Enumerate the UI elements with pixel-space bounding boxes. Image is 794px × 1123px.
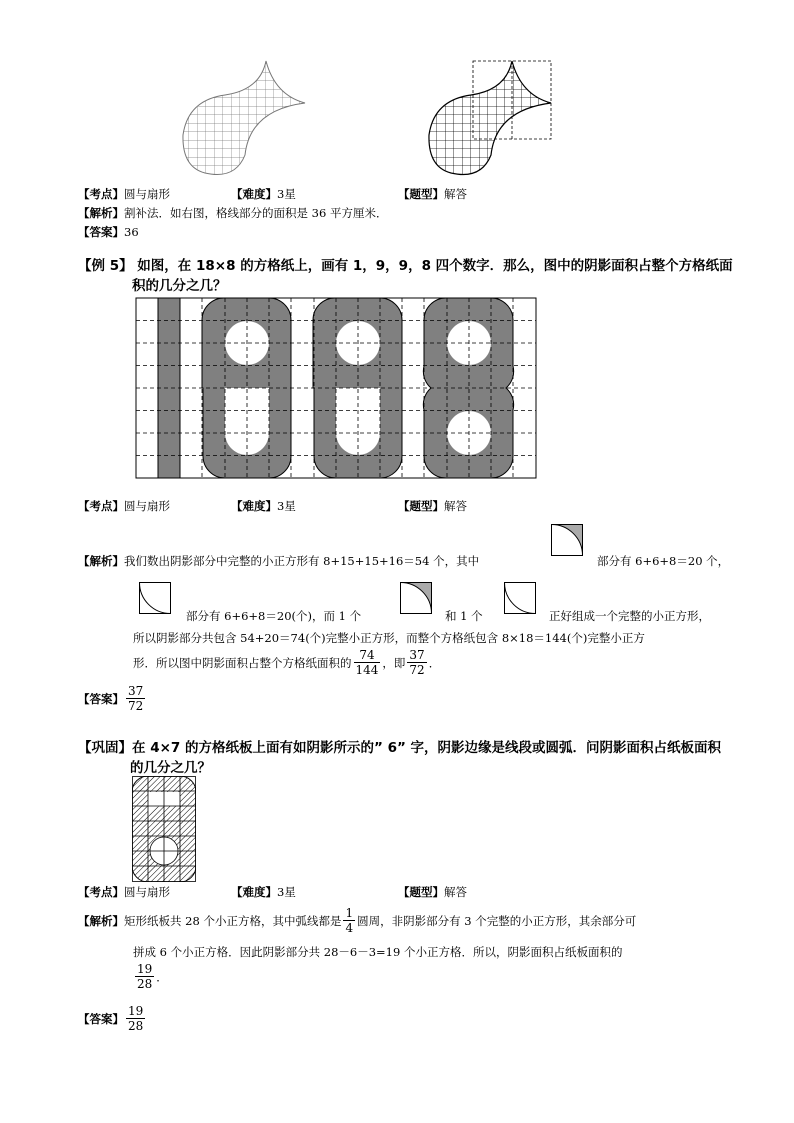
block1-tixing (398, 186, 467, 202)
gonggu-kaodian (78, 884, 170, 900)
gonggu-daan (78, 1004, 147, 1033)
frac-numerator: 37 (128, 684, 144, 698)
frac-numerator: 19 (137, 962, 153, 976)
jiexi-text-c: 拼成 6 个小正方格．因此阴影部分共 28－6－3=19 个小正方格．所以，阴影面积占纸板面积的 (133, 945, 623, 959)
tixing-tag: 【题型】 (398, 885, 444, 899)
fraction-1-4 (343, 906, 355, 935)
gonggu-tixing (398, 884, 467, 900)
figure-6-grid (132, 776, 196, 882)
tixing-value: 解答 (444, 499, 467, 513)
answer-fraction (126, 684, 145, 713)
tixing-tag: 【题型】 (398, 187, 444, 201)
kaodian-value: 圆与扇形 (124, 499, 170, 513)
figure-1998-grid (136, 298, 536, 478)
example5-question-line2: 积的几分之几？ (132, 278, 227, 294)
example5-daan (78, 684, 147, 713)
tixing-value: 解答 (444, 187, 467, 201)
jiexi-text-b: 圆周，非阴影部分有 3 个完整的小正方形，其余部分可 (357, 913, 637, 928)
fraction-74-144 (354, 648, 381, 677)
frac-denominator: 144 (355, 663, 379, 677)
kaodian-tag: 【考点】 (78, 885, 124, 899)
frac-denominator: 72 (128, 699, 144, 713)
nandu-tag: 【难度】 (231, 499, 277, 513)
nandu-tag: 【难度】 (231, 885, 277, 899)
kaodian-value: 圆与扇形 (124, 187, 170, 201)
kaodian-value: 圆与扇形 (124, 885, 170, 899)
jiexi-end: ． (156, 969, 168, 984)
tixing-value: 解答 (444, 885, 467, 899)
daan-value: 36 (124, 225, 139, 239)
jiexi-text-f: 所以阴影部分共包含 54+20＝74(个)完整小正方形，而整个方格纸包含 8×18＝144(个)完整小正方 (133, 631, 645, 645)
jiexi-text: 割补法．如右图，格线部分的面积是 36 平方厘米． (124, 206, 388, 220)
jiexi-tag: 【解析】 (78, 554, 124, 568)
gonggu-nandu (231, 884, 296, 900)
jiexi-text-d: 和 1 个 (445, 609, 483, 623)
quarter-square-shaded-icon (551, 524, 583, 556)
quarter-square-white-icon-2 (504, 582, 536, 614)
nandu-value: 3星 (277, 499, 296, 513)
jiexi-text-h: ，即 (382, 655, 406, 670)
jiexi-tag: 【解析】 (78, 206, 124, 220)
frac-denominator: 4 (345, 921, 354, 935)
daan-tag: 【答案】 (78, 691, 124, 706)
nandu-value: 3星 (277, 885, 296, 899)
example5-tixing (398, 498, 467, 514)
example5-question-line1: 如图，在 18×8 的方格纸上，画有 1，9，9，8 四个数字．那么，图中的阴影面积占整个方格纸面 (137, 258, 733, 274)
example5-nandu (231, 498, 296, 514)
jiexi-text-e: 正好组成一个完整的小正方形， (549, 609, 710, 623)
gonggu-question-line2: 的几分之几？ (130, 760, 211, 776)
frac-numerator: 1 (345, 906, 354, 920)
quarter-square-white-icon-1 (139, 582, 171, 614)
jiexi-end: ． (428, 655, 441, 670)
nandu-tag: 【难度】 (231, 187, 277, 201)
figure-left-grid-shape (180, 55, 320, 175)
block1-jiexi (78, 205, 387, 221)
fraction-19-28 (135, 962, 154, 991)
block1-meta-row (78, 186, 170, 202)
fraction-37-72 (407, 648, 426, 677)
block1-nandu (231, 186, 296, 202)
gonggu-jiexi-fraction (133, 962, 168, 991)
quarter-square-shaded-icon-2 (400, 582, 432, 614)
answer-fraction (126, 1004, 145, 1033)
gonggu-question (78, 738, 721, 758)
jiexi-text-c: 部分有 6+6+8＝20(个)，而 1 个 (186, 609, 362, 623)
frac-numerator: 19 (128, 1004, 144, 1018)
jiexi-text-a: 我们数出阴影部分中完整的小正方形有 8+15+15+16＝54 个，其中 (124, 554, 480, 568)
daan-tag: 【答案】 (78, 225, 124, 239)
frac-numerator: 37 (409, 648, 425, 662)
example5-jiexi-line1 (78, 553, 479, 569)
frac-denominator: 28 (137, 977, 153, 991)
jiexi-text-a: 矩形纸板共 28 个小正方格，其中弧线都是 (124, 913, 342, 928)
daan-tag: 【答案】 (78, 1011, 124, 1026)
frac-numerator: 74 (354, 648, 381, 663)
figure-right-grid-shape (428, 55, 568, 175)
gonggu-question-line1: 在 4×7 的方格纸板上面有如阴影所示的” 6” 字，阴影边缘是线段或圆弧．问阴影面积占纸板面积 (132, 740, 722, 756)
gonggu-tag: 【巩固】 (78, 740, 132, 756)
kaodian-tag: 【考点】 (78, 499, 124, 513)
example5-jiexi-line-last (133, 648, 440, 677)
jiexi-tag: 【解析】 (78, 913, 124, 928)
jiexi-text-g: 形．所以图中阴影面积占整个方格纸面积的 (133, 655, 352, 670)
kaodian-tag: 【考点】 (78, 187, 124, 201)
gonggu-jiexi-line1 (78, 906, 636, 935)
jiexi-text-b: 部分有 6+6+8＝20 个， (597, 554, 730, 568)
frac-denominator: 28 (128, 1019, 144, 1033)
tixing-tag: 【题型】 (398, 499, 444, 513)
frac-denominator: 72 (409, 663, 425, 677)
example5-kaodian (78, 498, 170, 514)
example5-question (78, 256, 733, 276)
nandu-value: 3星 (277, 187, 296, 201)
block1-daan (78, 224, 139, 240)
example5-tag: 【例 5】 (78, 258, 133, 274)
